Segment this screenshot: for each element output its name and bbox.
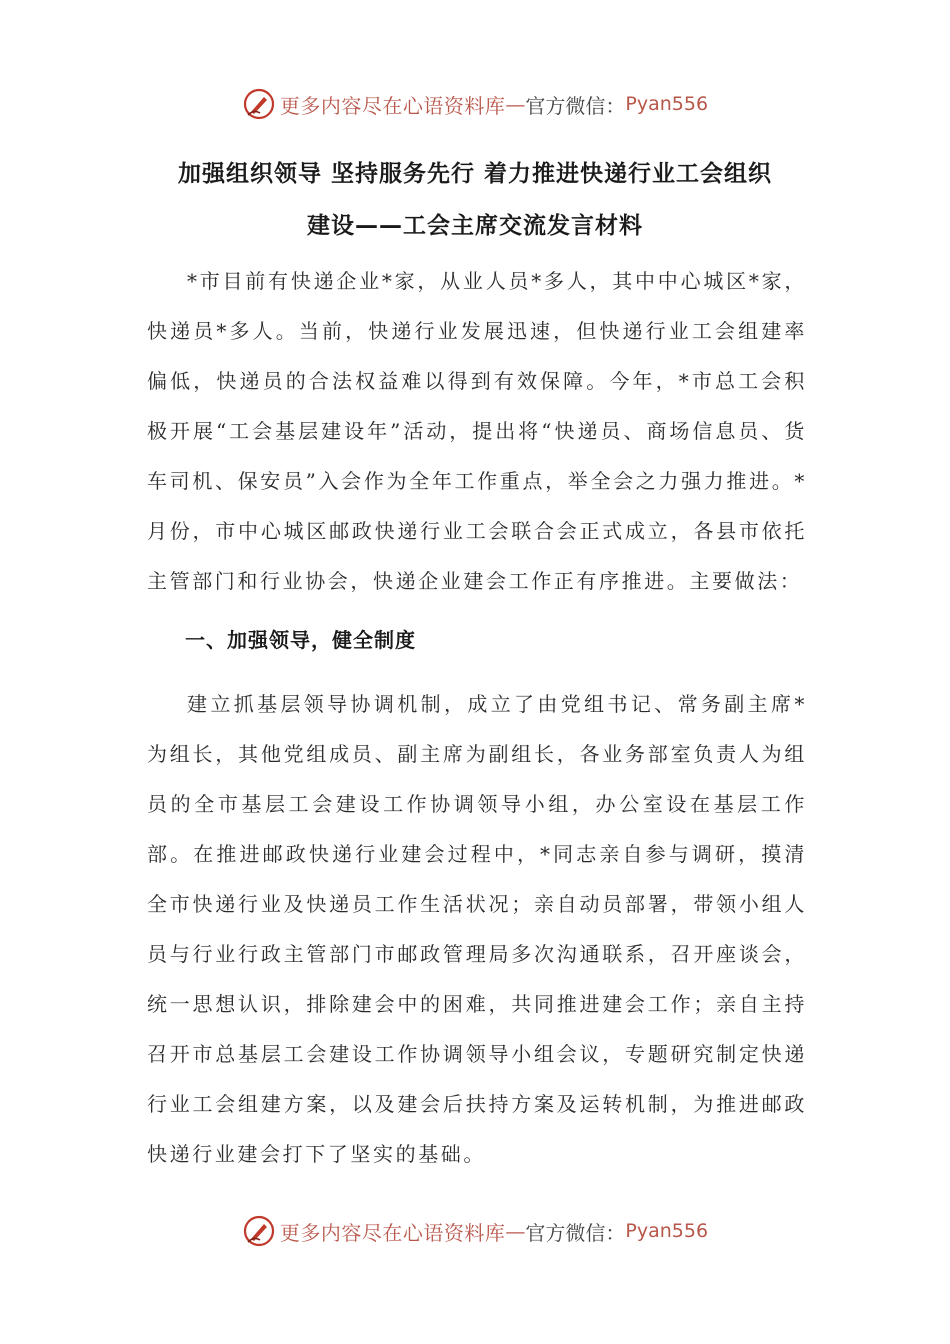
- banner-wechat-label: 官方微信：: [525, 1220, 626, 1245]
- document-title-line-1: 加强组织领导 坚持服务先行 着力推进快递行业工会组织: [177, 161, 772, 187]
- paragraph-intro: *市目前有快递企业*家，从业人员*多人，其中中心城区*家，快递员*多人。当前，快递行业发展迅速，但快递行业工会组建率偏低，快递员的合法权益难以得到有效保障。今年，*市总工会积极开展“工会基层建设年”活动，提出将“快递员、商场信息员、货车司机、保安员”入会作为全年工作重点，举全会之力强力推进。*月份，市中心城区邮政快递行业工会联合会正式成立，各县市依托主管部门和行业协会，快递企业建会工作正有序推进。主要做法：: [147, 269, 807, 593]
- banner-text: 更多内容尽在心语资料库: [279, 1220, 506, 1245]
- footer-banner[interactable]: [0, 1211, 950, 1251]
- section-heading-1: 一、加强领导，健全制度: [185, 628, 416, 652]
- pen-logo-icon: [242, 87, 276, 121]
- banner-wechat-id: Pyan556: [625, 93, 709, 115]
- document-title-line-2: 建设——工会主席交流发言材料: [307, 213, 643, 239]
- banner-dash: —: [505, 92, 526, 116]
- banner-text: 更多内容尽在心语资料库: [279, 93, 506, 118]
- paragraph-section-1: 建立抓基层领导协调机制，成立了由党组书记、常务副主席*为组长，其他党组成员、副主席为副组长，各业务部室负责人为组员的全市基层工会建设工作协调领导小组，办公室设在基层工作部。在推进邮政快递行业建会过程中，*同志亲自参与调研，摸清全市快递行业及快递员工作生活状况；亲自动员部署，带领小组人员与行业行政主管部门市邮政管理局多次沟通联系，召开座谈会，统一思想认识，排除建会中的困难，共同推进建会工作；亲自主持召开市总基层工会建设工作协调领导小组会议，专题研究制定快递行业工会组建方案，以及建会后扶持方案及运转机制，为推进邮政快递行业建会打下了坚实的基础。: [147, 692, 807, 1166]
- pen-logo-icon: [242, 1214, 276, 1248]
- banner-dash: —: [505, 1219, 526, 1243]
- banner-wechat-id: Pyan556: [625, 1220, 709, 1242]
- header-banner[interactable]: [0, 84, 950, 124]
- banner-wechat-label: 官方微信：: [525, 93, 626, 118]
